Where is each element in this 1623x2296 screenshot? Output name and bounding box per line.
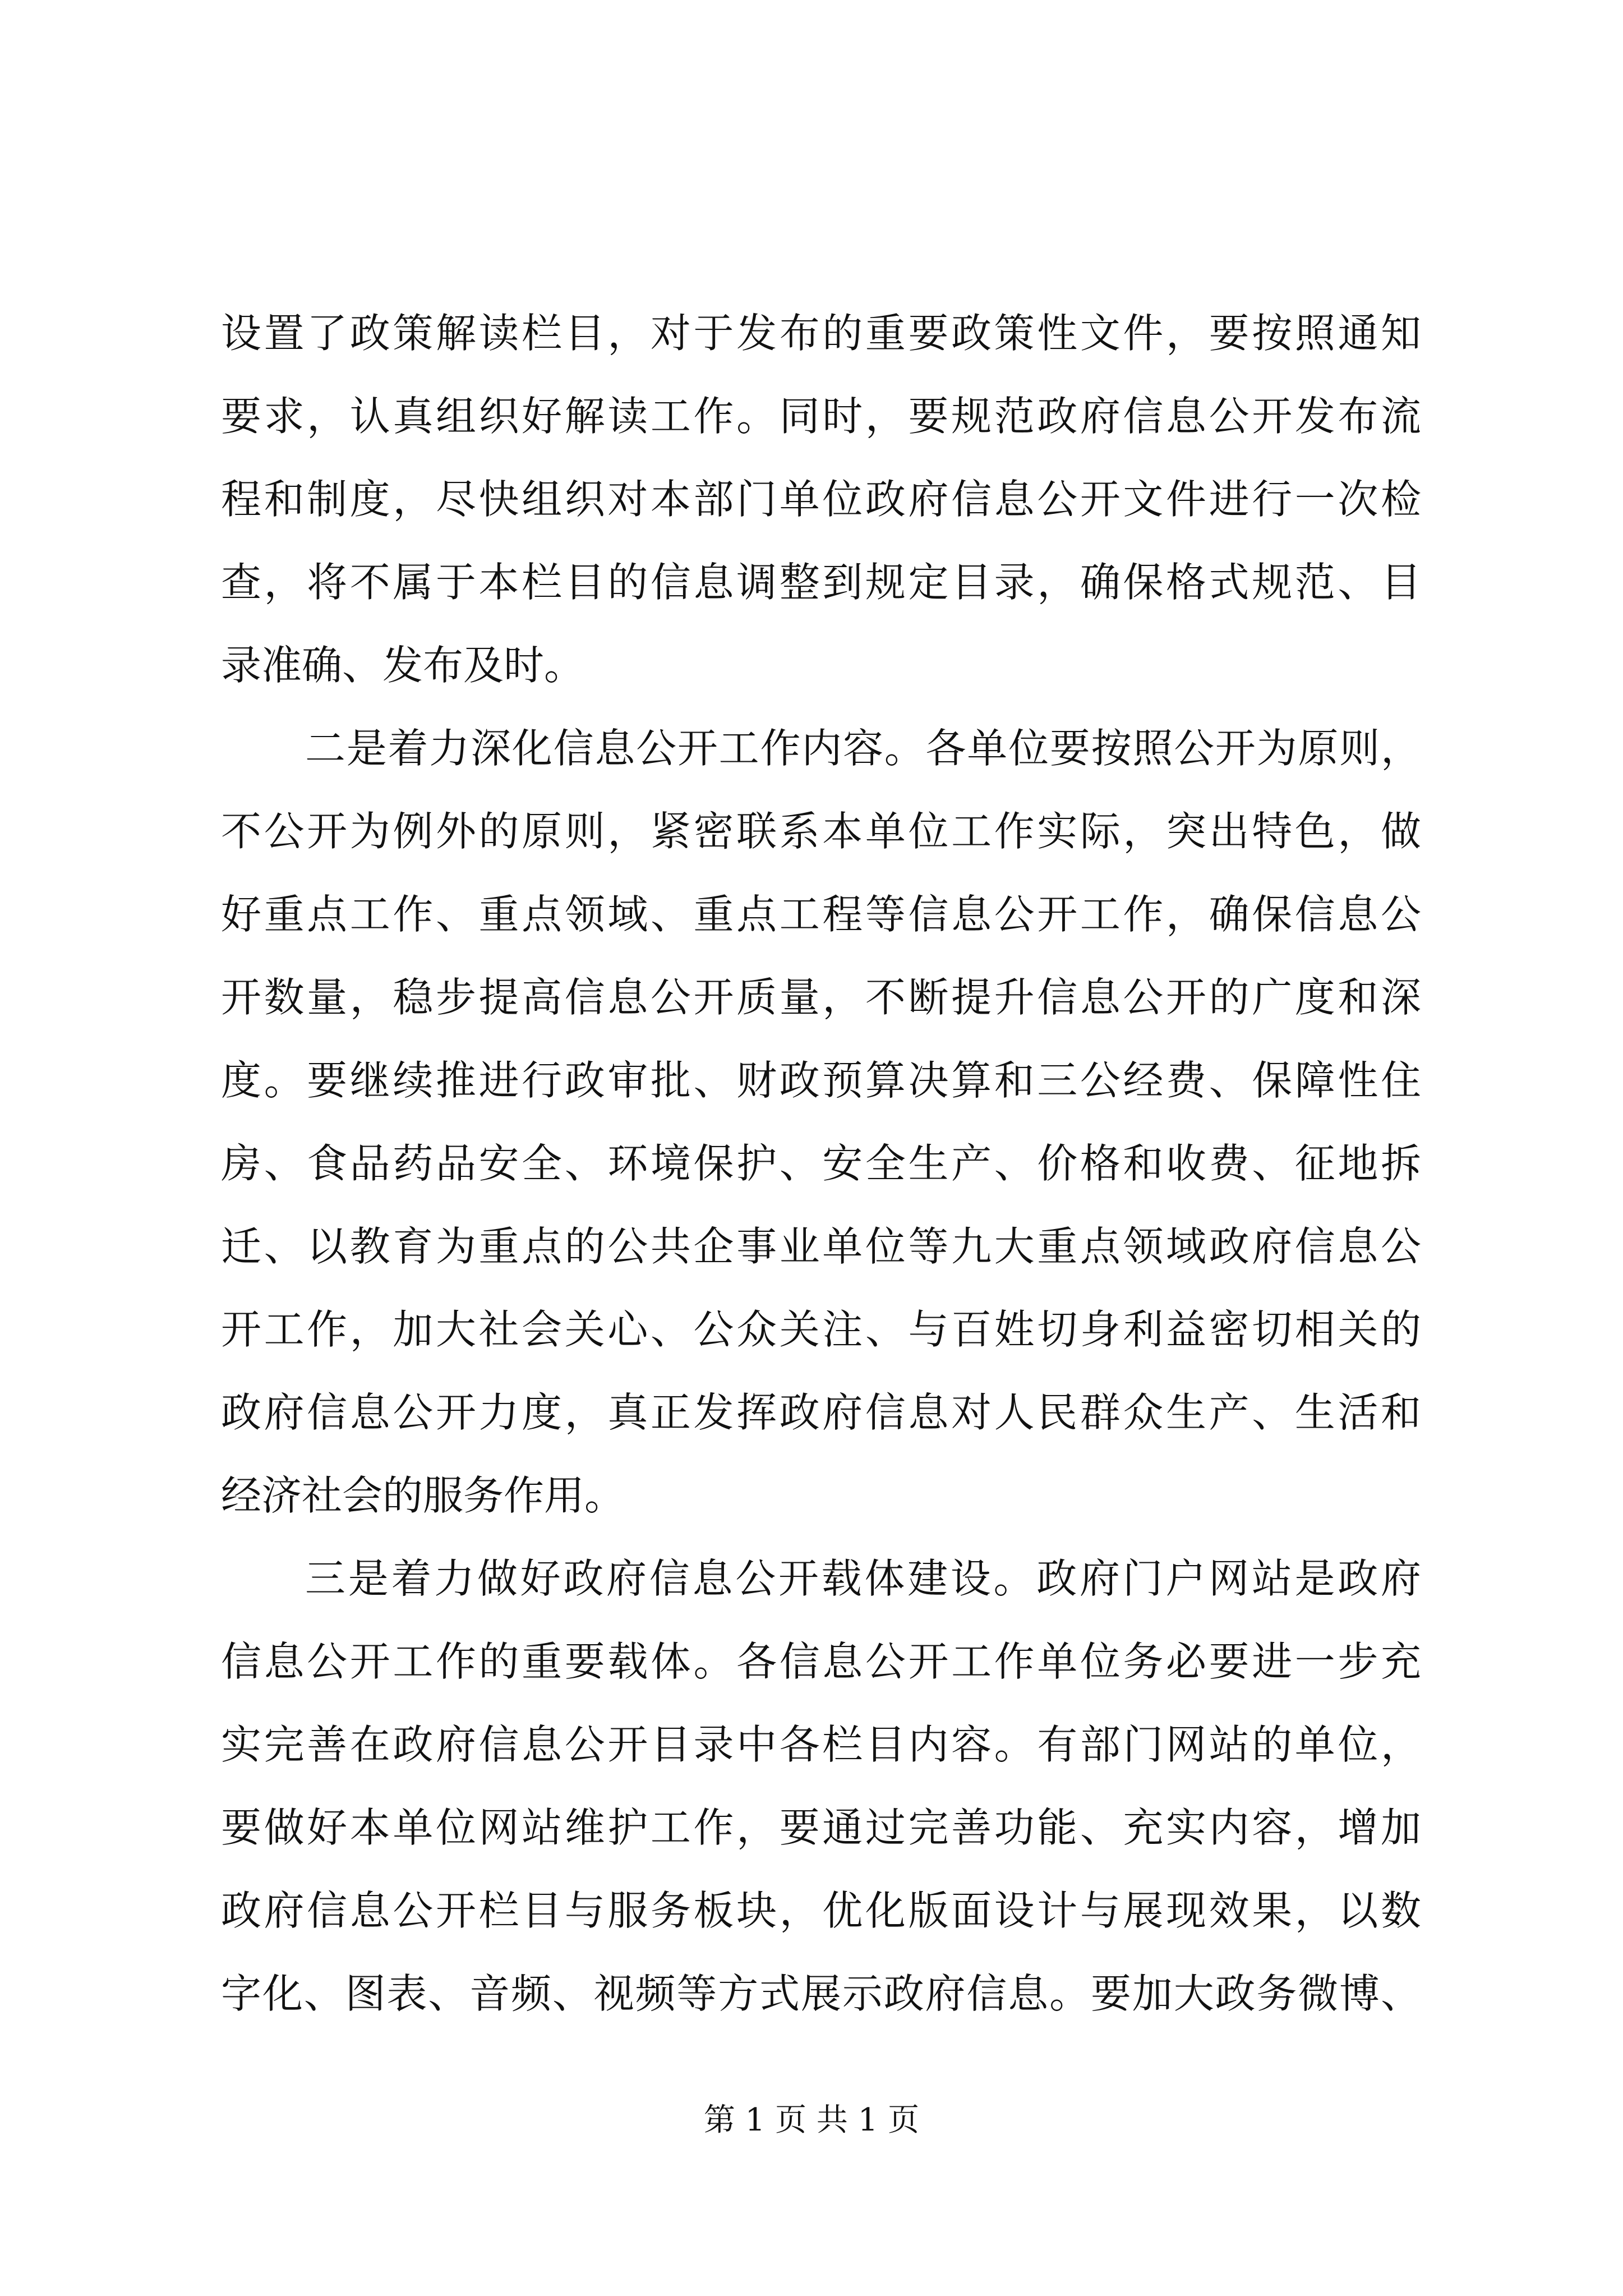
text-line: 要做好本单位网站维护工作，要通过完善功能、充实内容，增加	[221, 1804, 1421, 1851]
paragraph-start-line: 二是着力深化信息公开工作内容。各单位要按照公开为原则，	[305, 725, 1421, 772]
text-line: 设置了政策解读栏目，对于发布的重要政策性文件，要按照通知	[221, 310, 1421, 357]
text-line: 迁、以教育为重点的公共企事业单位等九大重点领域政府信息公	[221, 1223, 1421, 1270]
text-line: 度。要继续推进行政审批、财政预算决算和三公经费、保障性住	[221, 1057, 1421, 1104]
document-body	[221, 292, 1421, 2035]
text-line: 信息公开工作的重要载体。各信息公开工作单位务必要进一步充	[221, 1638, 1421, 1685]
text-line: 程和制度，尽快组织对本部门单位政府信息公开文件进行一次检	[221, 476, 1421, 523]
text-line: 查，将不属于本栏目的信息调整到规定目录，确保格式规范、目	[221, 559, 1421, 606]
paragraph-start-line: 三是着力做好政府信息公开载体建设。政府门户网站是政府	[305, 1555, 1421, 1602]
text-line: 开数量，稳步提高信息公开质量，不断提升信息公开的广度和深	[221, 974, 1421, 1021]
text-line: 好重点工作、重点领域、重点工程等信息公开工作，确保信息公	[221, 891, 1421, 938]
page-number-footer: 第 1 页 共 1 页	[703, 2102, 920, 2138]
text-line: 要求，认真组织好解读工作。同时，要规范政府信息公开发布流	[221, 393, 1421, 440]
text-line: 实完善在政府信息公开目录中各栏目内容。有部门网站的单位，	[221, 1721, 1421, 1768]
text-line: 政府信息公开栏目与服务板块，优化版面设计与展现效果，以数	[221, 1887, 1421, 1934]
text-line: 不公开为例外的原则，紧密联系本单位工作实际，突出特色，做	[221, 808, 1421, 855]
text-line: 房、食品药品安全、环境保护、安全生产、价格和收费、征地拆	[221, 1140, 1421, 1187]
text-line: 经济社会的服务作用。	[221, 1472, 625, 1519]
text-line: 开工作，加大社会关心、公众关注、与百姓切身利益密切相关的	[221, 1306, 1421, 1353]
text-line: 录准确、发布及时。	[221, 642, 585, 689]
text-line: 字化、图表、音频、视频等方式展示政府信息。要加大政务微博、	[221, 1970, 1421, 2017]
text-line: 政府信息公开力度，真正发挥政府信息对人民群众生产、生活和	[221, 1389, 1421, 1436]
